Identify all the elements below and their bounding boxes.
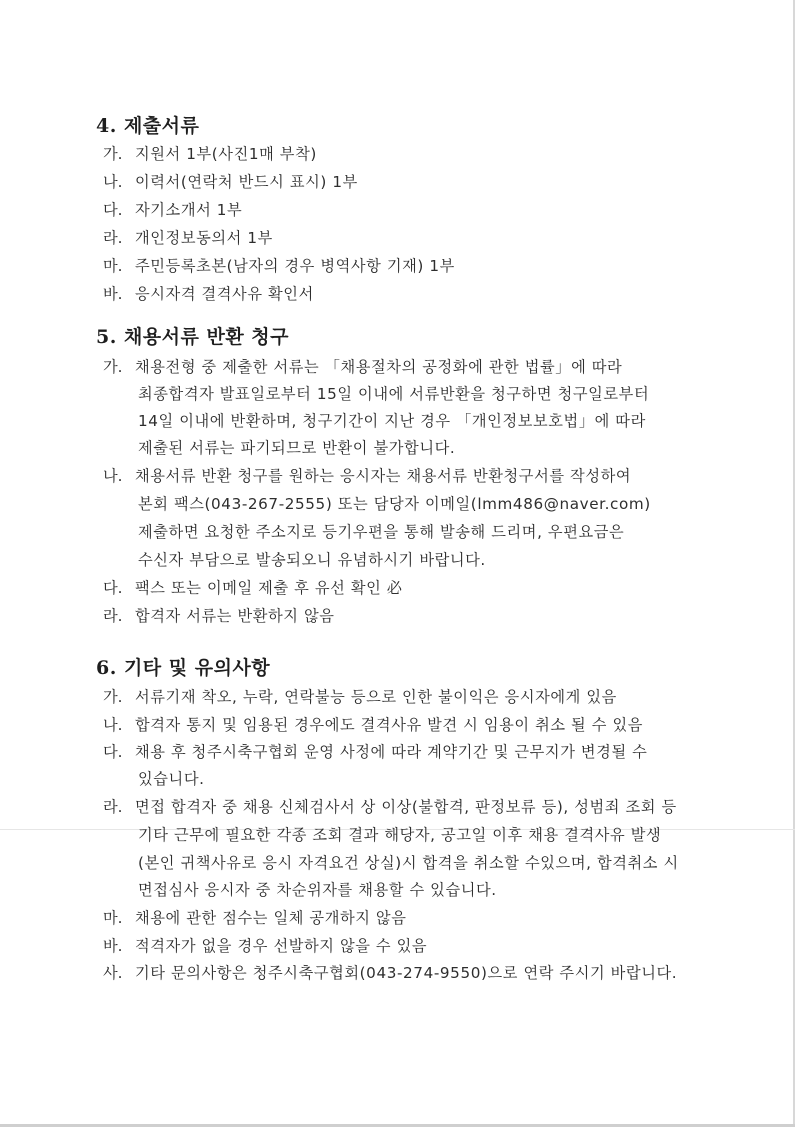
s4-item-3-text: 자기소개서 1부 — [135, 201, 243, 219]
s5-item-2-line-3: 제출하면 요청한 주소지로 등기우편을 통해 발송해 드리며, 우편요금은 — [138, 523, 625, 541]
s5-item-4-marker: 라. — [103, 607, 123, 625]
section-5-heading: 5. 채용서류 반환 청구 — [96, 326, 290, 348]
s6-item-7-line-1: 기타 문의사항은 청주시축구협회(043-274-9550)으로 연락 주시기 바랍니다. — [135, 964, 678, 982]
s6-item-5-line-1: 채용에 관한 점수는 일체 공개하지 않음 — [135, 909, 407, 927]
s4-item-4-text: 개인정보동의서 1부 — [135, 229, 273, 247]
s5-item-1-line-4: 제출된 서류는 파기되므로 반환이 불가합니다. — [138, 439, 456, 457]
section-4-heading: 4. 제출서류 — [96, 115, 200, 137]
s4-item-5-text: 주민등록초본(남자의 경우 병역사항 기재) 1부 — [135, 257, 455, 275]
s6-item-1-marker: 가. — [103, 688, 123, 706]
s6-item-3-line-1: 채용 후 청주시축구협회 운영 사정에 따라 계약기간 및 근무지가 변경될 수 — [135, 743, 648, 761]
s4-item-1-text: 지원서 1부(사진1매 부착) — [135, 145, 317, 163]
section-6-heading: 6. 기타 및 유의사항 — [96, 657, 271, 679]
s6-item-6-marker: 바. — [103, 937, 123, 955]
s6-item-4-marker: 라. — [103, 798, 123, 816]
s4-item-4-marker: 라. — [103, 229, 123, 247]
s4-item-2-text: 이력서(연락처 반드시 표시) 1부 — [135, 173, 358, 191]
s5-item-1-line-2: 최종합격자 발표일로부터 15일 이내에 서류반환을 청구하면 청구일로부터 — [138, 385, 650, 403]
s6-item-4-line-2: 기타 근무에 필요한 각종 조회 결과 해당자, 공고일 이후 채용 결격사유 발생 — [138, 826, 662, 844]
s5-item-1-line-3: 14일 이내에 반환하며, 청구기간이 지난 경우 「개인정보보호법」에 따라 — [138, 412, 646, 430]
s4-item-1-marker: 가. — [103, 145, 123, 163]
s5-item-3-line-1: 팩스 또는 이메일 제출 후 유선 확인 必 — [135, 579, 403, 597]
s5-item-1-marker: 가. — [103, 358, 123, 376]
s6-item-2-line-1: 합격자 통지 및 임용된 경우에도 결격사유 발견 시 임용이 취소 될 수 있음 — [135, 716, 643, 734]
s4-item-3-marker: 다. — [103, 201, 123, 219]
s5-item-4-line-1: 합격자 서류는 반환하지 않음 — [135, 607, 335, 625]
s6-item-6-line-1: 적격자가 없을 경우 선발하지 않을 수 있음 — [135, 937, 428, 955]
s6-item-4-line-1: 면접 합격자 중 채용 신체검사서 상 이상(불합격, 판정보류 등), 성범죄 조회 등 — [135, 798, 677, 816]
s5-item-2-line-1: 채용서류 반환 청구를 원하는 응시자는 채용서류 반환청구서를 작성하여 — [135, 467, 632, 485]
s5-item-2-line-2: 본회 팩스(043-267-2555) 또는 담당자 이메일(lmm486@naver.com) — [138, 495, 651, 513]
s5-item-2-marker: 나. — [103, 467, 123, 485]
s4-item-6-marker: 바. — [103, 285, 123, 303]
s6-item-2-marker: 나. — [103, 716, 123, 734]
s6-item-5-marker: 마. — [103, 909, 123, 927]
s5-item-3-marker: 다. — [103, 579, 123, 597]
s4-item-5-marker: 마. — [103, 257, 123, 275]
s4-item-2-marker: 나. — [103, 173, 123, 191]
s6-item-4-line-3: (본인 귀책사유로 응시 자격요건 상실)시 합격을 취소할 수있으며, 합격취소 시 — [138, 854, 679, 872]
s5-item-2-line-4: 수신자 부담으로 발송되오니 유념하시기 바랍니다. — [138, 551, 486, 569]
s6-item-1-line-1: 서류기재 착오, 누락, 연락불능 등으로 인한 불이익은 응시자에게 있음 — [135, 688, 617, 706]
s6-item-3-marker: 다. — [103, 743, 123, 761]
s6-item-7-marker: 사. — [103, 964, 123, 982]
s4-item-6-text: 응시자격 결격사유 확인서 — [135, 285, 314, 303]
s6-item-4-line-4: 면접심사 응시자 중 차순위자를 채용할 수 있습니다. — [138, 881, 497, 899]
s5-item-1-line-1: 채용전형 중 제출한 서류는 「채용절차의 공정화에 관한 법률」에 따라 — [135, 358, 623, 376]
s6-item-3-line-2: 있습니다. — [138, 770, 205, 788]
